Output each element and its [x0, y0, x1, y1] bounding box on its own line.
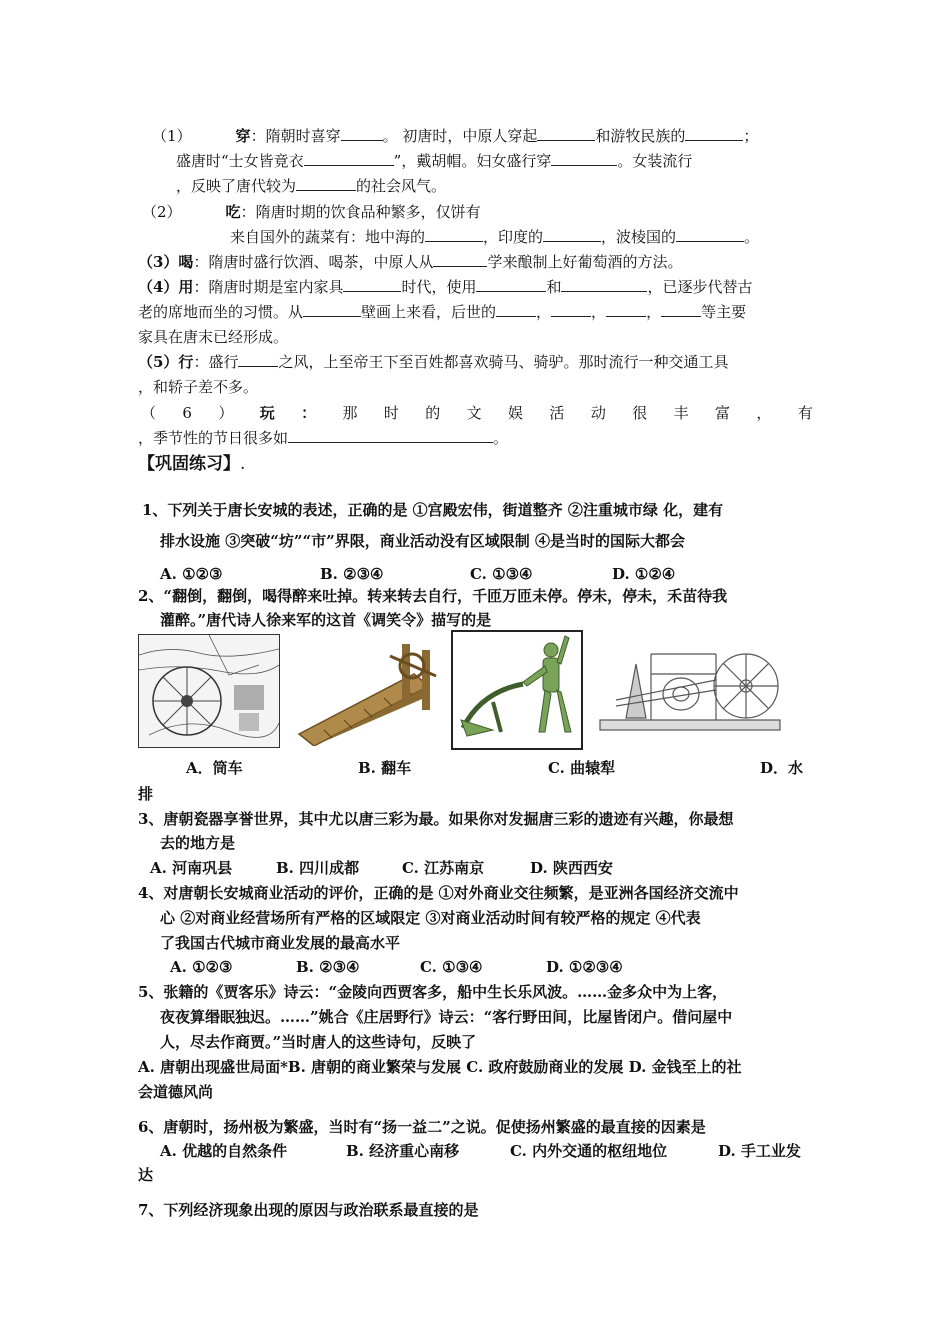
q6-option-c[interactable]: C. 内外交通的枢纽地位	[510, 1142, 668, 1160]
blank[interactable]	[551, 302, 591, 317]
q6-option-d[interactable]: D. 手工业发	[718, 1142, 801, 1160]
item-clothing-line2: 盛唐时“士女皆竟衣 ”，戴胡帽。妇女盛行穿 。女装流行	[176, 152, 693, 170]
blank[interactable]	[476, 277, 546, 292]
q5-stem-line3: 人，尽去作商贾。”当时唐人的这些诗句，反映了	[160, 1033, 477, 1051]
blank[interactable]	[551, 151, 617, 166]
blank[interactable]	[543, 227, 601, 242]
q6-option-d-wrap: 达	[138, 1166, 154, 1184]
q4-options	[0, 955, 950, 979]
item-use-line2: 老的席地而坐的习惯。从 壁画上来看，后世的 ， ， ， 等主要	[138, 303, 747, 321]
item-food-line2: 来自国外的蔬菜有：地中海的 ，印度的 ，波棱国的 。	[230, 228, 760, 246]
q5-options-wrap: 会道德风尚	[138, 1083, 214, 1101]
q5-stem-line2: 夜夜算缗眠独迟。……”姚合《庄居野行》诗云：“客行野田间，比屋皆闭户。借问屋中	[160, 1008, 733, 1026]
blank[interactable]	[537, 126, 595, 141]
blank[interactable]	[433, 252, 487, 267]
blank[interactable]	[425, 227, 483, 242]
q3-stem-line1: 3、唐朝瓷器享誉世界，其中尤以唐三彩为最。如果你对发掘唐三彩的遗迹有兴趣，你最想	[138, 810, 734, 828]
q2-option-b[interactable]: B. 翻车	[358, 759, 412, 777]
q2-stem-line2: 灌醉。”唐代诗人徐来军的这首《调笑令》描写的是	[160, 611, 492, 629]
q2-option-a[interactable]: A．筒车	[186, 759, 243, 777]
blank[interactable]	[496, 302, 536, 317]
q4-stem-line3: 了我国古代城市商业发展的最高水平	[160, 934, 401, 952]
blank[interactable]	[288, 428, 493, 443]
q6-stem-line1: 6、唐朝时，扬州极为繁盛，当时有“扬一益二”之说。促使扬州繁盛的最直接的因素是	[138, 1118, 706, 1136]
blank[interactable]	[606, 302, 646, 317]
q4-option-c[interactable]: C. ①③④	[420, 958, 483, 976]
q4-option-a[interactable]: A. ①②③	[170, 958, 233, 976]
q2-stem-line1: 2、“翻倒，翻倒，喝得醉来吐掉。转来转去自行，千匝万匝未停。停未，停未，禾苗待我	[138, 587, 728, 605]
blank[interactable]	[685, 126, 743, 141]
q3-stem-line2: 去的地方是	[160, 834, 236, 852]
q2-option-d[interactable]: D．水	[760, 759, 804, 777]
item-travel-line1: （5）行：盛行 之风，上至帝王下至百姓都喜欢骑马、骑驴。那时流行一种交通工具	[138, 353, 729, 371]
item-food-line1: （2） 吃：隋唐时期的饮食品种繁多，仅饼有	[142, 203, 481, 221]
item-use-line1: （4）用：隋唐时期是室内家具 时代，使用 和 ，已逐步代替古	[138, 278, 753, 296]
item-play-line1: （ 6 ） 玩 ： 那 时 的 文 娱 活 动 很 丰 富 ， 有	[141, 404, 813, 422]
q1-stem-line1: 1、下列关于唐长安城的表述，正确的是 ①宫殿宏伟，街道整齐 ②注重城市绿 化，建有	[142, 501, 724, 519]
item-play-line2: ，季节性的节日很多如 。	[138, 429, 509, 447]
q1-option-b[interactable]: B. ②③④	[320, 565, 384, 583]
blank[interactable]	[676, 227, 744, 242]
q3-option-d[interactable]: D. 陕西西安	[530, 859, 613, 877]
q3-options	[0, 856, 950, 880]
q5-options-line[interactable]: A. 唐朝出现盛世局面*B. 唐朝的商业繁荣与发展 C. 政府鼓励商业的发展 D. 金钱至上的社	[138, 1058, 742, 1076]
q3-option-a[interactable]: A. 河南巩县	[150, 859, 233, 877]
item-use-line3: 家具在唐末已经形成。	[138, 328, 289, 346]
water-powered-spinning-machine-icon	[596, 634, 786, 746]
q2-option-c[interactable]: C. 曲辕犁	[548, 759, 616, 777]
waterwheel-sketch-icon	[138, 634, 280, 748]
q2-options	[0, 756, 950, 780]
blank[interactable]	[296, 176, 356, 191]
item-drink: （3）喝：隋唐时盛行饮酒、喝茶，中原人从 学来酿制上好葡萄酒的方法。	[138, 253, 683, 271]
q1-option-d[interactable]: D. ①②④	[612, 565, 676, 583]
square-pallet-chain-pump-icon	[294, 634, 439, 746]
blank[interactable]	[303, 302, 361, 317]
item-clothing-line3: ，反映了唐代较为 的社会风气。	[176, 177, 447, 195]
q2-option-d-wrap: 排	[138, 785, 154, 803]
q4-stem-line1: 4、对唐朝长安城商业活动的评价，正确的是 ①对外商业交往频繁，是亚洲各国经济交流中	[138, 884, 739, 902]
q6-options	[0, 1139, 950, 1163]
q1-stem-line2: 排水设施 ③突破“坊”“市”界限，商业活动没有区域限制 ④是当时的国际大都会	[160, 532, 685, 550]
q4-option-b[interactable]: B. ②③④	[296, 958, 360, 976]
q7-stem-line1: 7、下列经济现象出现的原因与政治联系最直接的是	[138, 1201, 479, 1219]
blank[interactable]	[661, 302, 701, 317]
item-clothing-line1: （1） 穿：隋朝时喜穿 。 初唐时，中原人穿起 和游牧民族的 ；	[152, 127, 759, 145]
q6-option-a[interactable]: A. 优越的自然条件	[160, 1142, 288, 1160]
q6-option-b[interactable]: B. 经济重心南移	[346, 1142, 460, 1160]
section-title: 【巩固练习】.	[138, 454, 246, 474]
item-travel-line2: ，和轿子差不多。	[138, 378, 259, 396]
blank[interactable]	[561, 277, 647, 292]
q3-option-c[interactable]: C. 江苏南京	[402, 859, 485, 877]
blank[interactable]	[238, 352, 278, 367]
q1-option-c[interactable]: C. ①③④	[470, 565, 533, 583]
q4-option-d[interactable]: D. ①②③④	[546, 958, 623, 976]
q3-option-b[interactable]: B. 四川成都	[276, 859, 360, 877]
q1-options	[0, 562, 950, 586]
blank[interactable]	[343, 277, 401, 292]
blank[interactable]	[341, 126, 383, 141]
q1-option-a[interactable]: A. ①②③	[160, 565, 223, 583]
q4-stem-line2: 心 ②对商业经营场所有严格的区域限定 ③对商业活动时间有较严格的规定 ④代表	[160, 909, 701, 927]
curved-shaft-plough-icon	[451, 630, 583, 750]
blank[interactable]	[304, 151, 394, 166]
q5-stem-line1: 5、张籍的《贾客乐》诗云：“金陵向西贾客多，船中生长乐风波。……金多众中为上客，	[138, 983, 728, 1001]
